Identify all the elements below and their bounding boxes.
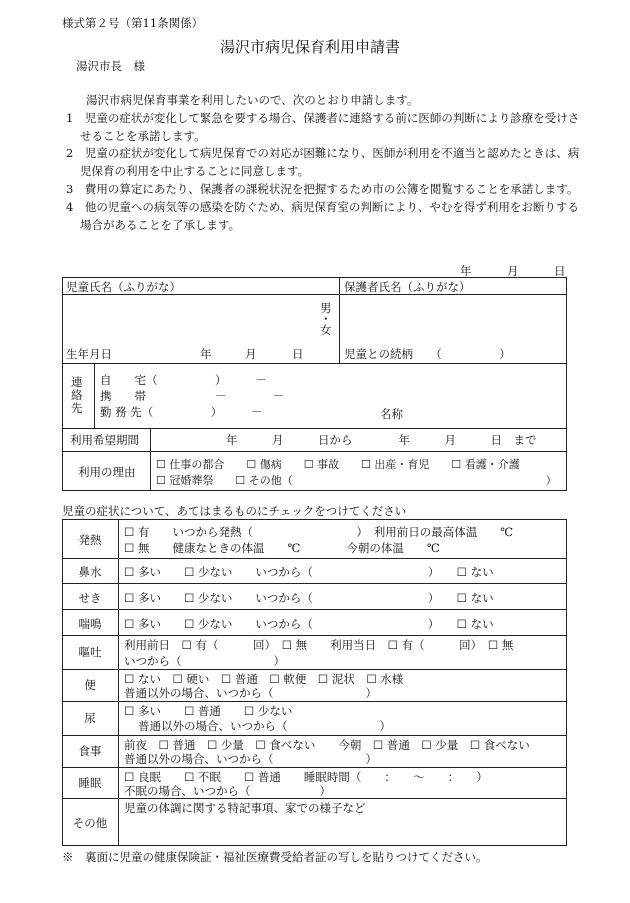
relation-label: 児童との続柄 （ ） (344, 347, 511, 361)
divider (94, 363, 95, 428)
symptom-label-fever: 発熱 (78, 533, 102, 547)
reason-line-1[interactable]: ☐ 仕事の都合 ☐ 傷病 ☐ 事故 ☐ 出産・育児 ☐ 看護・介護 (156, 458, 520, 471)
symptom-label-vomiting: 嘔吐 (78, 645, 102, 659)
sex-dot: ・ (320, 312, 332, 326)
contact-label-1: 連 (71, 375, 83, 389)
sex-female[interactable]: 女 (320, 323, 332, 337)
symptom-label-stool: 便 (84, 678, 96, 692)
contact-home[interactable]: 自 宅（ ） － (100, 373, 267, 387)
birth-month: 月 (245, 347, 257, 361)
symptom-label-urine: 尿 (84, 711, 96, 725)
contact-mobile[interactable]: 携 帯 － － (100, 389, 284, 403)
divider (62, 767, 567, 768)
divider (62, 669, 567, 670)
symptom-fever-line-2[interactable]: ☐ 無 健康なときの体温 ℃ 今朝の体温 ℃ (124, 541, 440, 555)
period-label: 利用希望期間 (70, 433, 139, 447)
reason-line-2[interactable]: ☐ 冠婚葬祭 ☐ その他（ ） (156, 474, 557, 487)
divider (62, 558, 567, 559)
symptom-cough-line-1[interactable]: ☐ 多い ☐ 少ない いつから（ ） ☐ ない (124, 591, 494, 605)
symptom-urine-line-1[interactable]: ☐ 多い ☐ 普通 ☐ 少ない (124, 704, 293, 718)
divider (62, 701, 567, 702)
divider (118, 519, 119, 846)
contact-label-2: 絡 (71, 388, 83, 402)
symptom-fever-line-1[interactable]: ☐ 有 いつから発熱（ ） 利用前日の最高体温 ℃ (124, 525, 514, 539)
symptom-label-sleep: 睡眠 (78, 776, 102, 790)
symptom-runny-nose-line-1[interactable]: ☐ 多い ☐ 少ない いつから（ ） ☐ ない (124, 565, 494, 579)
symptom-sleep-line-2[interactable]: 不眠の場合、いつから（ ） (124, 784, 331, 798)
symptom-meal-line-2[interactable]: 普通以外の場合、いつから（ ） (124, 752, 377, 766)
symptom-urine-line-2[interactable]: 普通以外の場合、いつから（ ） (138, 719, 391, 733)
symptoms-heading: 児童の症状について、あてはまるものにチェックをつけてください (62, 504, 407, 518)
sex-male[interactable]: 男 (320, 301, 332, 315)
date-month: 月 (507, 264, 519, 278)
birth-year: 年 (200, 347, 212, 361)
birth-label: 生年月日 (66, 347, 112, 361)
divider (62, 635, 567, 636)
child-name-label: 児童氏名（ふりがな） (66, 280, 181, 294)
symptom-label-runny-nose: 鼻水 (78, 565, 102, 579)
page-title: 湯沢市病児保育利用申請書 (220, 38, 401, 56)
symptom-label-meal: 食事 (78, 744, 102, 758)
divider (150, 428, 151, 491)
symptom-wheezing-line-1[interactable]: ☐ 多い ☐ 少ない いつから（ ） ☐ ない (124, 617, 494, 631)
date-day: 日 (554, 264, 566, 278)
contact-work[interactable]: 勤 務 先（ ） － (100, 405, 263, 419)
divider (339, 277, 340, 363)
period-value[interactable]: 年 月 日から 年 月 日 まで (226, 433, 537, 447)
symptom-other-line-1[interactable]: 児童の体調に関する特記事項、家での様子など (124, 801, 366, 815)
intro-item-2: 2 児童の症状が変化して病児保育での対応が困難になり、医師が利用を不適当と認めたときは、病児保育の利用を中止することに同意します。 (66, 146, 580, 179)
intro-section (66, 92, 586, 234)
divider (62, 363, 567, 364)
symptom-meal-line-1[interactable]: 前夜 ☐ 普通 ☐ 少量 ☐ 食べない 今朝 ☐ 普通 ☐ 少量 ☐ 食べない (124, 738, 530, 752)
intro-item-3: 3 費用の算定にあたり、保護者の課税状況を把握するため市の公簿を閲覧することを承諾します。 (66, 181, 579, 196)
symptom-stool-line-2[interactable]: 普通以外の場合、いつから（ ） (124, 686, 377, 700)
symptom-vomiting-line-2[interactable]: いつから（ ） (124, 654, 285, 668)
footer-note: ※ 裏面に児童の健康保険証・福祉医療費受給者証の写しを貼りつけてください。 (62, 850, 488, 864)
divider (62, 451, 567, 452)
reason-label: 利用の理由 (78, 465, 136, 479)
divider (62, 583, 567, 584)
addressee: 湯沢市長 様 (76, 59, 145, 73)
date-year: 年 (460, 264, 472, 278)
intro-item-4: 4 他の児童への病気等の感染を防ぐため、病児保育室の判断により、やむを得ず利用をお断りする場合があることを了承します。 (66, 199, 579, 232)
symptom-label-other: その他 (72, 816, 108, 830)
guardian-name-label: 保護者氏名（ふりがな） (344, 280, 471, 294)
contact-label-3: 先 (71, 401, 83, 415)
symptom-sleep-line-1[interactable]: ☐ 良眠 ☐ 不眠 ☐ 普通 睡眠時間（ ： 〜 ： ） (124, 770, 488, 784)
divider (62, 428, 567, 429)
symptom-label-wheezing: 喘鳴 (78, 617, 102, 631)
divider (62, 609, 567, 610)
birth-day: 日 (292, 347, 304, 361)
symptom-label-cough: せき (78, 591, 102, 605)
form-number: 様式第２号（第11条関係） (62, 16, 204, 30)
divider (62, 735, 567, 736)
symptom-vomiting-line-1[interactable]: 利用前日 ☐ 有（ 回） ☐ 無 利用当日 ☐ 有（ 回） ☐ 無 (124, 638, 514, 652)
contact-company-label: 名称 (380, 407, 403, 421)
intro-lead: 湯沢市病児保育事業を利用したいので、次のとおり申請します。 (86, 93, 419, 107)
intro-item-1: 1 児童の症状が変化して緊急を要する場合、保護者に連絡する前に医師の判断により診療を受けさせることを承諾します。 (66, 110, 580, 143)
symptom-stool-line-1[interactable]: ☐ ない ☐ 硬い ☐ 普通 ☐ 軟便 ☐ 泥状 ☐ 水様 (124, 672, 404, 686)
